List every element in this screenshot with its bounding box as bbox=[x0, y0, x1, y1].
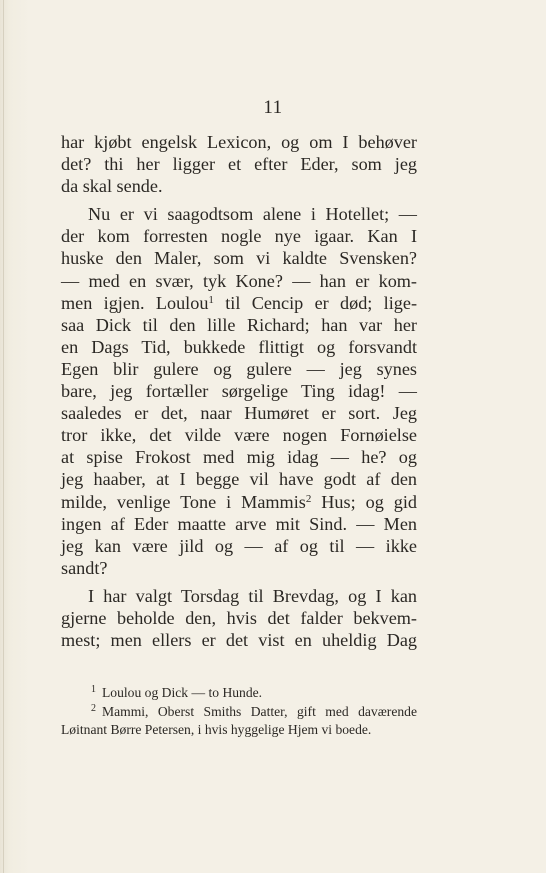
footnote-text: Mammi, Oberst Smiths Datter, gift med daværende bbox=[102, 703, 417, 719]
text-line: tror ikke, det vilde være nogen Fornøielse bbox=[61, 425, 417, 446]
text-line: det? thi her ligger et efter Eder, som jeg bbox=[61, 154, 417, 175]
text-line: der kom forresten nogle nye igaar. Kan I bbox=[61, 226, 417, 247]
text-line: ingen af Eder maatte arve mit Sind. — Men bbox=[61, 513, 417, 534]
text-segment: milde, venlige Tone i Mammis bbox=[61, 491, 306, 512]
text-line: huske den Maler, som vi kaldte Svensken? bbox=[61, 248, 417, 269]
text-line: Egen blir gulere og gulere — jeg synes bbox=[61, 358, 417, 379]
footnote-1 bbox=[61, 684, 417, 703]
text-segment: til Cencip er død; lige- bbox=[225, 292, 418, 313]
text-line: sandt? bbox=[61, 557, 108, 578]
text-line: da skal sende. bbox=[61, 176, 163, 197]
text-line: saaledes er det, naar Humøret er sort. Jeg bbox=[61, 403, 417, 424]
footnote-2-continued: Løitnant Børre Petersen, i hvis hyggelige Hjem vi boede. bbox=[61, 722, 372, 737]
text-line: bare, jeg fortæller sørgelige Ting idag! — bbox=[61, 381, 417, 402]
text-line: Nu er vi saagodtsom alene i Hotellet; — bbox=[88, 204, 417, 225]
footnotes bbox=[61, 684, 417, 740]
text-line: har kjøbt engelsk Lexicon, og om I behøver bbox=[61, 132, 417, 152]
text-segment: Hus; og gid bbox=[321, 491, 417, 512]
footnote-ref: 1 bbox=[208, 293, 214, 306]
footnote-number: 2 bbox=[91, 702, 96, 714]
footnote-ref: 2 bbox=[305, 492, 312, 505]
text-line: I har valgt Torsdag til Brevdag, og I kan bbox=[88, 585, 417, 606]
text-line: jeg kan være jild og — af og til — ikke bbox=[61, 535, 417, 556]
page-edge-line bbox=[3, 0, 4, 873]
footnote-number: 1 bbox=[91, 684, 96, 695]
text-line: mest; men ellers er det vist en uheldig Dag bbox=[61, 630, 417, 651]
text-segment: men igjen. Loulou bbox=[61, 292, 209, 313]
text-line: gjerne beholde den, hvis det falder bekvem- bbox=[61, 607, 417, 628]
text-line bbox=[61, 491, 417, 513]
text-line: en Dags Tid, bukkede flittigt og forsvandt bbox=[61, 336, 417, 357]
body-text bbox=[61, 131, 417, 651]
text-line: jeg haaber, at I begge vil have godt af den bbox=[61, 469, 417, 490]
text-line: — med en svær, tyk Kone? — han er kom- bbox=[61, 270, 417, 291]
text-line: at spise Frokost med mig idag — he? og bbox=[61, 447, 417, 468]
text-line: saa Dick til den lille Richard; han var her bbox=[61, 314, 417, 335]
footnote-text: Loulou og Dick — to Hunde. bbox=[102, 685, 263, 700]
page-number: 11 bbox=[263, 97, 283, 118]
footnote-2 bbox=[61, 703, 417, 722]
text-line bbox=[61, 292, 417, 314]
